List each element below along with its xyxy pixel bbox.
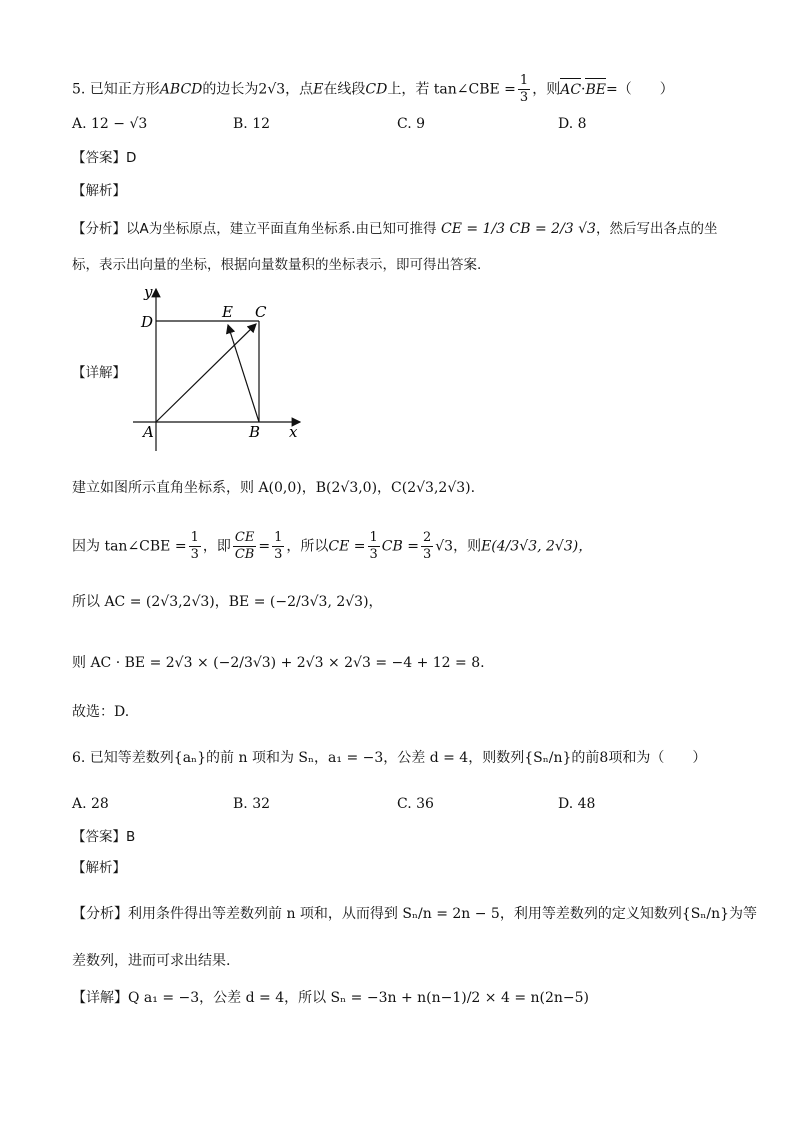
frac-denominator: 3 <box>422 547 432 562</box>
frac-numerator: 1 <box>369 530 378 545</box>
q5-option-a: A. 12 − √3 <box>72 116 148 132</box>
q6-option-d: D. 48 <box>558 796 596 812</box>
q5-stem-text: 在线段 <box>323 81 366 98</box>
q6-analysis-title: 【解析】 <box>72 860 126 876</box>
q5-step3: 所以 AC = (2√3,2√3)，BE = (−2/3√3, 2√3)， <box>72 594 383 610</box>
q5-fenxi-text: 【分析】以A为坐标原点，建立平面直角坐标系.由已知可推得 <box>72 221 437 237</box>
label-x: x <box>289 423 298 441</box>
q6-stem: 6. 已知等差数列{aₙ}的前 n 项和为 Sₙ，a₁ = −3，公差 d = 4，则数列{Sₙ/n}的前8项和为（ ） <box>72 750 707 766</box>
vector-ac-arrow <box>156 324 256 422</box>
q5-step5: 故选：D. <box>72 704 130 720</box>
step2-cb: CB = <box>381 538 419 555</box>
q5-answer: 【答案】D <box>72 150 137 166</box>
q5-xiangjie: 【详解】 <box>72 365 126 381</box>
q5-step4: 则 AC · BE = 2√3 × (−2/3√3) + 2√3 × 2√3 = −4 + 12 = 8. <box>72 655 485 671</box>
coordinate-diagram <box>125 283 315 453</box>
q5-option-b: B. 12 <box>233 116 271 132</box>
frac-numerator: 2 <box>422 530 432 545</box>
step2-point-e: E(4/3√3, 2√3)， <box>481 538 593 555</box>
q5-fraction <box>518 73 530 106</box>
vector-ac: AC <box>560 81 582 98</box>
q6-option-c: C. 36 <box>397 796 434 812</box>
vector-be-arrow <box>228 325 259 422</box>
label-a: A <box>143 423 154 441</box>
label-e: E <box>222 303 233 321</box>
step2-ce: CE = <box>328 538 366 555</box>
q5-stem-text: ，点 <box>285 81 314 98</box>
q5-analysis-title: 【解析】 <box>72 183 126 199</box>
frac-numerator: 1 <box>190 530 199 545</box>
frac-two-thirds <box>421 530 433 563</box>
step2-text: √3，则 <box>435 538 482 555</box>
q5-fenxi <box>72 219 717 239</box>
q5-fenxi-expr: CE = 1/3 CB = 2/3 √3 <box>440 221 596 237</box>
q5-fenxi-line2: 标，表示出向量的坐标，根据向量数量积的坐标表示，即可得出答案. <box>72 257 482 273</box>
q5-stem-text: ，则 <box>532 81 561 98</box>
label-c: C <box>255 303 267 321</box>
q6-fenxi: 【分析】利用条件得出等差数列前 n 项和，从而得到 Sₙ/n = 2n − 5，利用等差数列的定义知数列{Sₙ/n}为等 <box>72 906 758 922</box>
q5-stem-text: 5. 已知正方形 <box>72 81 160 98</box>
q6-xiangjie: 【详解】Q a₁ = −3，公差 d = 4，所以 Sₙ = −3n + n(n−1)/2 × 4 = n(2n−5) <box>72 990 590 1006</box>
q5-stem-text: 上，若 tan∠CBE = <box>387 81 516 98</box>
q5-step2: 因为 tan∠CBE = $\frac{1}{3}$ ，即 $\frac{CE}{CB}$ = $\frac{1}{3}$ ，所以CE = $\frac{1}{3}$ CB = $\frac{2}{3}$ √3，则E(4/3√3, 2√3)， <box>72 530 593 562</box>
label-y: y <box>144 283 153 301</box>
q5-side-length: 2√3 <box>258 81 286 98</box>
q6-answer: 【答案】B <box>72 829 136 845</box>
frac-numerator: 1 <box>519 73 529 88</box>
frac-numerator: 1 <box>274 530 283 545</box>
q5-step1: 建立如图所示直角坐标系，则 A(0,0)，B(2√3,0)，C(2√3,2√3). <box>72 480 476 496</box>
frac-one-third <box>272 530 284 563</box>
q5-option-d: D. 8 <box>558 116 587 132</box>
frac-one-third <box>189 530 201 563</box>
frac-denominator: 3 <box>369 547 378 562</box>
q5-stem <box>72 73 674 106</box>
frac-denominator: 3 <box>274 547 283 562</box>
dot-operator: · <box>581 81 586 98</box>
q5-point-e: E <box>313 81 324 98</box>
frac-denominator: 3 <box>190 547 199 562</box>
q5-stem-text: 的边长为 <box>202 81 259 98</box>
frac-denominator: 3 <box>519 90 529 105</box>
frac-denominator: CB <box>234 547 255 562</box>
step2-text: ，即 <box>202 538 231 555</box>
q5-fenxi-end: ，然后写出各点的坐 <box>595 221 718 237</box>
step2-text: ，所以 <box>286 538 329 555</box>
frac-ce-cb <box>233 530 257 563</box>
label-b: B <box>249 423 261 441</box>
q6-option-a: A. 28 <box>72 796 109 812</box>
q6-fenxi-line2: 差数列，进而可求出结果. <box>72 953 231 969</box>
q6-option-b: B. 32 <box>233 796 271 812</box>
frac-one-third <box>368 530 380 563</box>
q5-segment-cd: CD <box>365 81 388 98</box>
vector-be: BE <box>585 81 606 98</box>
q5-stem-text: =（ ） <box>606 81 674 98</box>
step2-text: 因为 tan∠CBE = <box>72 538 187 555</box>
label-d: D <box>141 313 154 331</box>
q5-option-c: C. 9 <box>397 116 426 132</box>
q5-square-name: ABCD <box>159 81 203 98</box>
frac-numerator: CE <box>233 530 257 547</box>
